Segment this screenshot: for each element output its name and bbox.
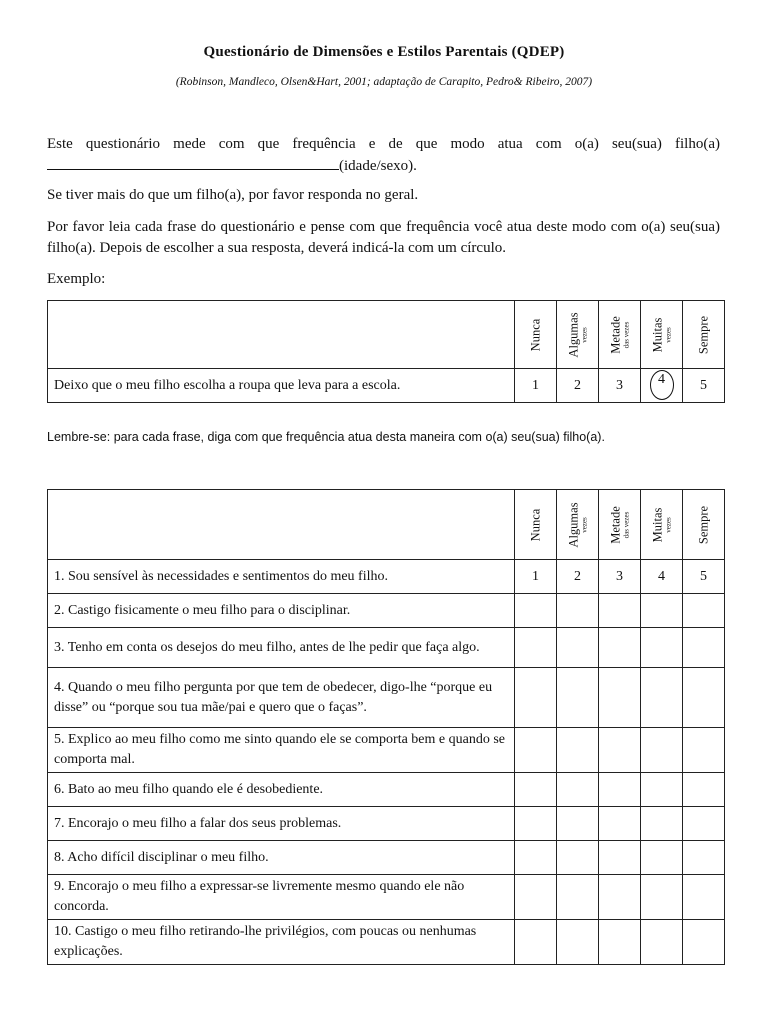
example-statement: Deixo que o meu filho escolha a roupa que leva para a escola. [48, 369, 515, 403]
questionnaire-header-blank [48, 490, 515, 560]
answer-cell[interactable] [683, 594, 725, 628]
item-1-option-5[interactable]: 5 [683, 560, 725, 594]
answer-cell[interactable] [683, 773, 725, 807]
answer-cell[interactable] [515, 807, 557, 841]
answer-cell[interactable] [515, 628, 557, 668]
answer-cell[interactable] [641, 728, 683, 773]
table-row [48, 807, 725, 841]
answer-cell[interactable] [557, 594, 599, 628]
example-table [47, 300, 725, 403]
item-statement-8: 8. Acho difícil disciplinar o meu filho. [48, 841, 515, 875]
header-nunca: Nunca [515, 490, 557, 560]
item-statement-4: 4. Quando o meu filho pergunta por que tem de obedecer, digo-lhe “porque eu disse” ou “porque sou tua mãe/pai e quero que o faças”. [48, 668, 515, 728]
answer-cell[interactable] [515, 594, 557, 628]
questionnaire-header-row [48, 490, 725, 560]
answer-cell[interactable] [557, 668, 599, 728]
questionnaire-table [47, 489, 725, 965]
header-sempre: Sempre [683, 301, 725, 369]
intro-paragraph-2: Se tiver mais do que um filho(a), por favor responda no geral. [47, 187, 419, 203]
header-muitas-vezes: Muitas vezes [641, 301, 683, 369]
table-row [48, 920, 725, 965]
answer-cell[interactable] [641, 807, 683, 841]
answer-cell[interactable] [515, 920, 557, 965]
answer-cell[interactable] [683, 807, 725, 841]
answer-cell[interactable] [683, 920, 725, 965]
answer-cell[interactable] [683, 668, 725, 728]
reminder-text: Lembre-se: para cada frase, diga com que frequência atua desta maneira com o(a) seu(sua) filho(a). [47, 430, 605, 444]
intro-paragraph-1 [47, 134, 720, 177]
table-row [48, 668, 725, 728]
item-statement-9: 9. Encorajo o meu filho a expressar-se livremente mesmo quando ele não concorda. [48, 875, 515, 920]
answer-cell[interactable] [557, 628, 599, 668]
answer-cell[interactable] [683, 841, 725, 875]
intro-paragraph-3: Por favor leia cada frase do questionário e pense com que frequência você atua deste modo com o(a) seu(sua) filho(a). Depois de escolher a sua resposta, deverá indicá-la com um círculo. [47, 219, 720, 256]
answer-cell[interactable] [557, 773, 599, 807]
header-nunca: Nunca [515, 301, 557, 369]
example-header-blank [48, 301, 515, 369]
table-row [48, 773, 725, 807]
answer-cell[interactable] [683, 728, 725, 773]
item-1-option-4[interactable]: 4 [641, 560, 683, 594]
child-age-sex-blank[interactable] [47, 155, 339, 170]
item-statement-1: 1. Sou sensível às necessidades e sentimentos do meu filho. [48, 560, 515, 594]
intro-text-1a: Este questionário mede com que frequência e de que modo atua com o(a) seu(sua) filho(a) [47, 136, 720, 152]
answer-cell[interactable] [515, 875, 557, 920]
header-metade-das-vezes: Metade das vezes [599, 490, 641, 560]
answer-cell[interactable] [515, 728, 557, 773]
example-option-3[interactable]: 3 [599, 369, 641, 403]
answer-cell[interactable] [599, 773, 641, 807]
table-row [48, 875, 725, 920]
item-statement-5: 5. Explico ao meu filho como me sinto quando ele se comporta bem e quando se comporta mal. [48, 728, 515, 773]
document-citation: (Robinson, Mandleco, Olsen&Hart, 2001; adaptação de Carapito, Pedro& Ribeiro, 2007) [175, 76, 593, 88]
table-row [48, 841, 725, 875]
answer-cell[interactable] [599, 628, 641, 668]
table-row [48, 560, 725, 594]
answer-cell[interactable] [599, 875, 641, 920]
answer-cell[interactable] [599, 668, 641, 728]
answer-cell[interactable] [641, 628, 683, 668]
answer-cell[interactable] [641, 875, 683, 920]
example-option-2[interactable]: 2 [557, 369, 599, 403]
answer-cell[interactable] [557, 875, 599, 920]
item-1-option-1[interactable]: 1 [515, 560, 557, 594]
document-title: Questionário de Dimensões e Estilos Parentais (QDEP) [203, 44, 565, 60]
item-1-option-2[interactable]: 2 [557, 560, 599, 594]
item-statement-2: 2. Castigo fisicamente o meu filho para o disciplinar. [48, 594, 515, 628]
table-row [48, 594, 725, 628]
item-statement-3: 3. Tenho em conta os desejos do meu filho, antes de lhe pedir que faça algo. [48, 628, 515, 668]
answer-cell[interactable] [557, 807, 599, 841]
example-header-row [48, 301, 725, 369]
answer-cell[interactable] [599, 728, 641, 773]
table-row [48, 628, 725, 668]
answer-cell[interactable] [641, 841, 683, 875]
intro-text-1b: (idade/sexo). [339, 158, 417, 174]
answer-cell[interactable] [557, 920, 599, 965]
example-option-4-circled[interactable] [641, 369, 683, 403]
answer-cell[interactable] [641, 920, 683, 965]
example-option-1[interactable]: 1 [515, 369, 557, 403]
answer-cell[interactable] [599, 841, 641, 875]
answer-cell[interactable] [641, 773, 683, 807]
answer-circle: 4 [650, 370, 674, 400]
answer-cell[interactable] [557, 841, 599, 875]
answer-cell[interactable] [515, 841, 557, 875]
answer-cell[interactable] [515, 668, 557, 728]
item-1-option-3[interactable]: 3 [599, 560, 641, 594]
header-sempre: Sempre [683, 490, 725, 560]
header-algumas-vezes: Algumas vezes [557, 490, 599, 560]
answer-cell[interactable] [599, 594, 641, 628]
header-algumas-vezes: Algumas vezes [557, 301, 599, 369]
answer-cell[interactable] [599, 807, 641, 841]
answer-cell[interactable] [683, 628, 725, 668]
answer-cell[interactable] [641, 668, 683, 728]
table-row [48, 728, 725, 773]
header-muitas-vezes: Muitas vezes [641, 490, 683, 560]
answer-cell[interactable] [599, 920, 641, 965]
item-statement-6: 6. Bato ao meu filho quando ele é desobediente. [48, 773, 515, 807]
example-row [48, 369, 725, 403]
answer-cell[interactable] [515, 773, 557, 807]
item-statement-10: 10. Castigo o meu filho retirando-lhe privilégios, com poucas ou nenhumas explicações. [48, 920, 515, 965]
example-option-5[interactable]: 5 [683, 369, 725, 403]
header-metade-das-vezes: Metade das vezes [599, 301, 641, 369]
answer-cell[interactable] [557, 728, 599, 773]
example-label: Exemplo: [47, 271, 106, 287]
item-statement-7: 7. Encorajo o meu filho a falar dos seus problemas. [48, 807, 515, 841]
answer-cell[interactable] [641, 594, 683, 628]
answer-cell[interactable] [683, 875, 725, 920]
